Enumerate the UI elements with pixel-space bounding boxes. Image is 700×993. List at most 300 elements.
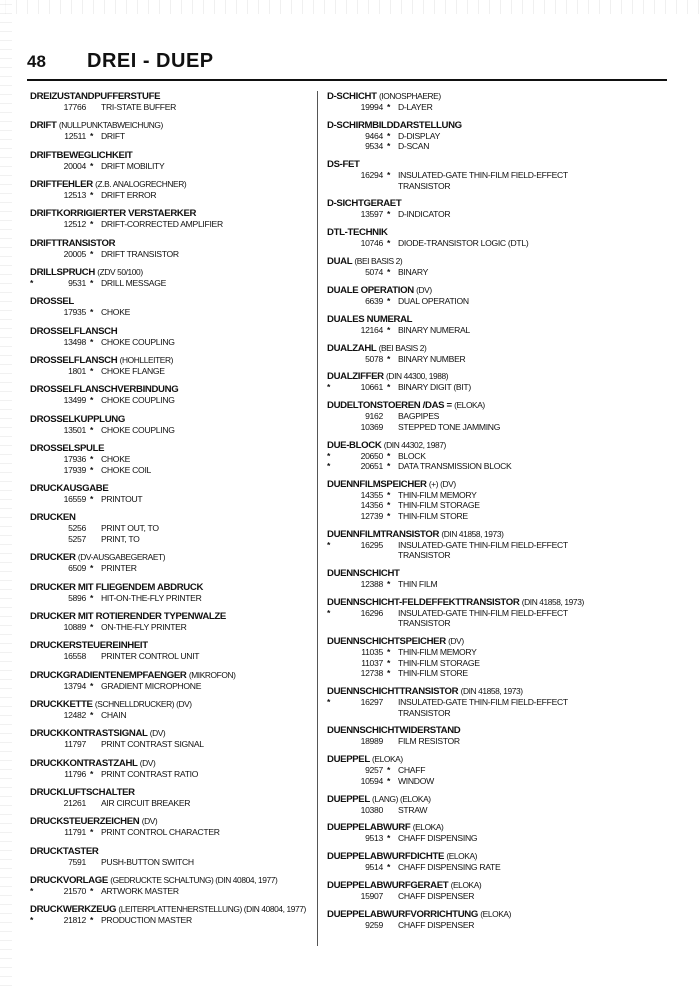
- lead-marker: *: [327, 450, 331, 461]
- translation-row: [327, 267, 627, 278]
- english-term: PRINT, TO: [101, 533, 140, 544]
- dictionary-entry: [30, 582, 313, 604]
- star-marker: *: [90, 827, 94, 838]
- english-term: PRINT OUT, TO: [101, 523, 159, 534]
- scan-noise-top: [0, 0, 700, 14]
- entry-headword: [30, 120, 313, 131]
- headword-text: DRUCKER MIT FLIEGENDEM ABDRUCK: [30, 581, 204, 593]
- translation-row: [30, 366, 313, 377]
- entry-number: 5256: [68, 523, 86, 534]
- english-term: CHAFF DISPENSER: [398, 891, 475, 902]
- dictionary-entry: [30, 355, 313, 377]
- dictionary-entry: [30, 384, 313, 406]
- entry-number: 11791: [64, 827, 86, 838]
- entry-number: 5074: [365, 267, 383, 278]
- english-term: GRADIENT MICROPHONE: [101, 680, 202, 691]
- dictionary-entry: [327, 851, 627, 873]
- translation-row: [30, 593, 313, 604]
- english-term: ARTWORK MASTER: [101, 885, 179, 896]
- dictionary-entry: [327, 725, 627, 747]
- entry-number: 16294: [360, 170, 383, 181]
- translation-row: [30, 161, 313, 172]
- entry-headword: [327, 400, 627, 411]
- english-term: THIN FILM: [398, 579, 438, 590]
- english-term: CHAIN: [101, 709, 127, 720]
- headword-qualifier: (DV-AUSGABEGERAET): [77, 552, 166, 563]
- entry-number: 5896: [68, 592, 86, 603]
- entry-number: 12512: [63, 219, 86, 230]
- column-divider: [317, 91, 318, 946]
- dictionary-entry: [30, 552, 313, 574]
- entry-number: 9514: [365, 862, 383, 873]
- entry-headword: [327, 636, 627, 647]
- entry-number: 14356: [360, 500, 383, 511]
- headword-qualifier: (DV): [448, 636, 464, 647]
- headword-qualifier: (LANG) (ELOKA): [372, 793, 431, 804]
- dictionary-entry: [327, 371, 627, 393]
- translation-row: [30, 278, 313, 289]
- english-term: CHAFF DISPENSING: [398, 833, 478, 844]
- star-marker: *: [387, 130, 391, 141]
- headword-qualifier: (ELOKA): [454, 400, 485, 411]
- dictionary-entry: [30, 238, 313, 260]
- entry-headword: [30, 91, 313, 102]
- headword-qualifier: (DV): [139, 757, 156, 768]
- star-marker: *: [387, 238, 391, 249]
- english-term: DRIFT-CORRECTED AMPLIFIER: [101, 219, 223, 230]
- entry-number: 7591: [68, 856, 86, 867]
- dictionary-entry: [327, 754, 627, 786]
- headword-text: DRIFTTRANSISTOR: [30, 237, 116, 249]
- english-term: PRINTER: [101, 563, 137, 574]
- entry-number: 16558: [63, 651, 86, 662]
- headword-text: DUENNSCHICHT: [327, 568, 400, 580]
- entry-number: 17935: [63, 307, 86, 318]
- english-term: DRIFT MOBILITY: [101, 160, 165, 171]
- entry-headword: [327, 479, 627, 490]
- translation-row: [327, 209, 627, 220]
- headword-text: DUE-BLOCK: [327, 439, 382, 451]
- dictionary-entry: [327, 285, 627, 307]
- headword-qualifier: (Z.B. ANALOGRECHNER): [95, 179, 187, 190]
- translation-row: [30, 651, 313, 662]
- star-marker: *: [90, 768, 94, 779]
- headword-qualifier: (NULLPUNKTABWEICHUNG): [58, 120, 163, 131]
- star-marker: *: [387, 170, 391, 181]
- headword-text: DUENNFILMSPEICHER: [327, 478, 427, 490]
- translation-row: [30, 857, 313, 868]
- translation-row: [30, 454, 313, 465]
- headword-qualifier: (HOHLLEITER): [119, 355, 174, 366]
- translation-row: [30, 523, 313, 534]
- entry-headword: [30, 483, 313, 494]
- star-marker: *: [387, 489, 391, 500]
- dictionary-entry: [30, 699, 313, 721]
- star-marker: *: [90, 131, 94, 142]
- english-term: PRINT CONTROL CHARACTER: [101, 827, 220, 838]
- entry-number: 9464: [365, 130, 383, 141]
- entry-headword: [30, 150, 313, 161]
- headword-text: DS-FET: [327, 159, 360, 171]
- headword-qualifier: (DIN 44302, 1987): [383, 439, 446, 450]
- english-term: DRILL MESSAGE: [101, 278, 167, 289]
- star-marker: *: [90, 424, 94, 435]
- english-term: CHAFF: [398, 765, 426, 776]
- dictionary-entry: [30, 758, 313, 780]
- headword-text: DRUCKKETTE: [30, 698, 93, 710]
- star-marker: *: [387, 579, 391, 590]
- translation-row: [30, 494, 313, 505]
- headword-text: DROSSELFLANSCHVERBINDUNG: [30, 384, 179, 396]
- headword-qualifier: (SCHNELLDRUCKER) (DV): [94, 698, 192, 709]
- english-term: D-DISPLAY: [398, 130, 441, 141]
- star-marker: *: [387, 267, 391, 278]
- headword-text: DUALZAHL: [327, 342, 377, 354]
- entry-headword: [30, 355, 313, 366]
- translation-row: [30, 425, 313, 436]
- lead-marker: *: [327, 461, 331, 472]
- star-marker: *: [387, 668, 391, 679]
- english-term: TRI-STATE BUFFER: [101, 102, 177, 112]
- entry-headword: [30, 384, 313, 395]
- entry-headword: [30, 326, 313, 337]
- dictionary-entry: [30, 875, 313, 897]
- headword-text: DUEPPELABWURFVORRICHTUNG: [327, 908, 478, 920]
- dictionary-entry: [327, 636, 627, 679]
- entry-headword: [30, 787, 313, 798]
- star-marker: *: [387, 382, 391, 393]
- star-marker: *: [387, 141, 391, 152]
- headword-text: DTL-TECHNIK: [327, 227, 388, 239]
- headword-text: DRUCKTASTER: [30, 845, 99, 857]
- english-term: D-SCAN: [398, 141, 430, 152]
- english-term: D-INDICATOR: [398, 209, 451, 220]
- entry-number: 20651: [360, 461, 383, 472]
- english-term: THIN-FILM STORE: [398, 510, 468, 521]
- headword-text: DRUCKEN: [30, 512, 76, 524]
- entry-number: 10746: [360, 238, 383, 249]
- entry-number: 16559: [63, 493, 86, 504]
- english-term: ON-THE-FLY PRINTER: [101, 621, 187, 632]
- entry-headword: [327, 725, 627, 736]
- english-term: PRINTOUT: [101, 493, 143, 504]
- translation-row: [327, 490, 627, 501]
- translation-row: [327, 697, 627, 718]
- english-term: DUAL OPERATION: [398, 295, 469, 306]
- headword-qualifier: (ELOKA): [372, 754, 403, 765]
- english-term: CHOKE COUPLING: [101, 395, 175, 406]
- entry-number: 1801: [68, 366, 86, 377]
- entry-headword: [327, 794, 627, 805]
- headword-qualifier: (DIN 41858, 1973): [460, 686, 523, 697]
- entry-headword: [327, 568, 627, 579]
- translation-row: [30, 622, 313, 633]
- entry-headword: [30, 552, 313, 563]
- right-column: [327, 91, 627, 930]
- english-term: BINARY DIGIT (BIT): [398, 382, 471, 393]
- english-term: BINARY NUMBER: [398, 353, 466, 364]
- dictionary-entry: [30, 904, 313, 926]
- translation-row: [30, 827, 313, 838]
- dictionary-entry: [327, 822, 627, 844]
- headword-qualifier: (DV): [141, 816, 158, 827]
- dictionary-entry: [30, 120, 313, 142]
- dictionary-entry: [327, 597, 627, 629]
- entry-number: 14355: [360, 489, 383, 500]
- english-term: CHOKE FLANGE: [101, 366, 165, 377]
- headword-qualifier: (ELOKA): [412, 822, 444, 833]
- entry-number: 9531: [68, 278, 86, 289]
- translation-row: [327, 765, 627, 776]
- headword-text: DUALE OPERATION: [327, 284, 414, 296]
- dictionary-entry: [30, 846, 313, 868]
- left-column: [30, 91, 313, 926]
- star-marker: *: [90, 366, 94, 377]
- headword-qualifier: (ELOKA): [450, 880, 482, 891]
- dictionary-entry: [327, 794, 627, 816]
- headword-text: DUEPPELABWURFDICHTE: [327, 851, 445, 863]
- entry-headword: [30, 512, 313, 523]
- headword-text: DRIFT: [30, 120, 57, 132]
- english-term: DRIFT TRANSISTOR: [101, 248, 179, 259]
- page-header: [27, 52, 667, 82]
- headword-text: D-SICHTGERAET: [327, 198, 402, 210]
- translation-row: [327, 736, 627, 747]
- lead-marker: *: [30, 915, 34, 926]
- star-marker: *: [90, 336, 94, 347]
- entry-number: 20650: [360, 450, 383, 461]
- english-term: BLOCK: [398, 450, 426, 461]
- dictionary-entry: [327, 120, 627, 152]
- translation-row: [327, 668, 627, 679]
- english-term: FILM RESISTOR: [398, 736, 460, 747]
- star-marker: *: [90, 709, 94, 720]
- entry-number: 11796: [64, 768, 86, 779]
- headword-text: DRUCKLUFTSCHALTER: [30, 786, 135, 798]
- entry-number: 6639: [365, 295, 383, 306]
- translation-row: [30, 249, 313, 260]
- headword-qualifier: (+) (DV): [428, 478, 456, 489]
- headword-text: DRIFTFEHLER: [30, 179, 93, 191]
- entry-number: 16296: [360, 607, 383, 618]
- english-term: PRINT CONTRAST SIGNAL: [101, 739, 204, 750]
- lead-marker: *: [327, 539, 331, 550]
- dictionary-entry: [327, 314, 627, 336]
- entry-headword: [30, 816, 313, 827]
- star-marker: *: [90, 160, 94, 171]
- headword-text: DRUCKKONTRASTZAHL: [30, 757, 138, 769]
- entry-number: 5257: [68, 533, 86, 544]
- english-term: STEPPED TONE JAMMING: [398, 421, 501, 432]
- entry-number: 10594: [360, 775, 383, 786]
- translation-row: [30, 769, 313, 780]
- dictionary-entry: [30, 611, 313, 633]
- dictionary-entry: [327, 343, 627, 365]
- entry-headword: [327, 120, 627, 131]
- star-marker: *: [387, 461, 391, 472]
- entry-number: 10369: [360, 421, 383, 432]
- headword-qualifier: (DV): [416, 284, 432, 295]
- headword-qualifier: (IONOSPHAERE): [378, 91, 441, 101]
- translation-row: [327, 500, 627, 511]
- star-marker: *: [387, 775, 391, 786]
- entry-headword: [30, 670, 313, 681]
- headword-text: DRUCKAUSGABE: [30, 482, 109, 494]
- star-marker: *: [90, 885, 94, 896]
- headword-text: DRIFTBEWEGLICHKEIT: [30, 149, 133, 161]
- headword-qualifier: (GEDRUCKTE SCHALTUNG) (DIN 40804, 1977): [110, 874, 278, 885]
- headword-text: DUENNSCHICHTSPEICHER: [327, 636, 446, 648]
- dictionary-entry: [327, 440, 627, 472]
- headword-text: DRUCKWERKZEUG: [30, 904, 117, 916]
- dictionary-entry: [327, 686, 627, 718]
- headword-text: DRILLSPRUCH: [30, 267, 95, 279]
- translation-row: [30, 219, 313, 230]
- star-marker: *: [90, 621, 94, 632]
- entry-number: 12738: [360, 668, 383, 679]
- entry-headword: [30, 699, 313, 710]
- entry-headword: [327, 686, 627, 697]
- headword-text: DUEPPEL: [327, 754, 370, 766]
- star-marker: *: [90, 248, 94, 259]
- entry-number: 13499: [63, 395, 86, 406]
- dictionary-entry: [30, 670, 313, 692]
- lead-marker: *: [327, 382, 331, 393]
- english-term: AIR CIRCUIT BREAKER: [101, 797, 191, 808]
- entry-headword: [327, 371, 627, 382]
- entry-number: 15907: [360, 891, 383, 902]
- page-number: 48: [27, 52, 46, 71]
- entry-headword: [327, 440, 627, 451]
- translation-row: [327, 411, 627, 422]
- entry-headword: [30, 582, 313, 593]
- translation-row: [327, 540, 627, 561]
- english-term: BINARY: [398, 267, 429, 278]
- entry-headword: [30, 238, 313, 249]
- entry-headword: [327, 227, 627, 238]
- star-marker: *: [387, 862, 391, 873]
- dictionary-entry: [327, 159, 627, 191]
- headword-qualifier: (ZDV 50/100): [97, 267, 143, 278]
- star-marker: *: [387, 765, 391, 776]
- entry-number: 10380: [360, 804, 383, 815]
- headword-text: DRUCKER MIT ROTIERENDER TYPENWALZE: [30, 610, 226, 622]
- translation-row: [30, 534, 313, 545]
- entry-number: 13597: [360, 209, 383, 220]
- entry-number: 12513: [63, 190, 86, 201]
- entry-headword: [30, 296, 313, 307]
- dictionary-entry: [30, 150, 313, 172]
- entry-number: 21261: [63, 797, 86, 808]
- headword-text: DROSSEL: [30, 296, 74, 308]
- english-term: CHOKE COUPLING: [101, 336, 175, 347]
- headword-qualifier: (BEI BASIS 2): [354, 256, 403, 267]
- entry-number: 9162: [365, 411, 383, 422]
- star-marker: *: [387, 209, 391, 220]
- entry-number: 11037: [361, 657, 383, 668]
- entry-number: 12739: [360, 510, 383, 521]
- headword-text: DUEPPELABWURFGERAET: [327, 880, 449, 892]
- star-marker: *: [90, 395, 94, 406]
- translation-row: [30, 307, 313, 318]
- entry-number: 17766: [63, 102, 86, 112]
- translation-row: [327, 776, 627, 787]
- star-marker: *: [90, 219, 94, 230]
- entry-number: 20005: [63, 248, 86, 259]
- english-term: THIN-FILM STORAGE: [398, 500, 480, 511]
- lead-marker: *: [327, 607, 331, 618]
- english-term: DATA TRANSMISSION BLOCK: [398, 461, 512, 472]
- dictionary-entry: [30, 267, 313, 289]
- entry-headword: [30, 179, 313, 190]
- english-term: WINDOW: [398, 775, 434, 786]
- entry-headword: [30, 640, 313, 651]
- entry-headword: [30, 414, 313, 425]
- star-marker: *: [387, 102, 391, 112]
- entry-number: 21812: [63, 915, 86, 926]
- headword-text: DROSSELFLANSCH: [30, 355, 118, 367]
- headword-qualifier: (DIN 41858, 1973): [441, 528, 504, 539]
- star-marker: *: [90, 680, 94, 691]
- english-term: BINARY NUMERAL: [398, 324, 470, 335]
- dictionary-entry: [30, 640, 313, 662]
- entry-number: 11797: [64, 739, 86, 750]
- lead-marker: *: [30, 885, 34, 896]
- english-term: HIT-ON-THE-FLY PRINTER: [101, 592, 202, 603]
- entry-number: 20004: [63, 160, 86, 171]
- dictionary-entry: [327, 909, 627, 931]
- entry-number: 9513: [365, 833, 383, 844]
- entry-headword: [327, 529, 627, 540]
- scan-noise-left: [0, 0, 12, 993]
- star-marker: *: [387, 353, 391, 364]
- headword-qualifier: (ELOKA): [446, 851, 478, 862]
- translation-row: [327, 325, 627, 336]
- english-term: INSULATED-GATE THIN-FILM FIELD-EFFECT TRANSISTOR: [398, 539, 568, 561]
- translation-row: [327, 608, 627, 629]
- entry-number: 17939: [63, 464, 86, 475]
- entry-number: 12164: [360, 324, 383, 335]
- headword-text: DRUCKER: [30, 552, 76, 564]
- headword-qualifier: (MIKROFON): [188, 669, 236, 680]
- translation-row: [30, 563, 313, 574]
- star-marker: *: [387, 450, 391, 461]
- dictionary-entry: [30, 728, 313, 750]
- headword-text: DRUCKVORLAGE: [30, 874, 108, 886]
- dictionary-entry: [30, 512, 313, 544]
- english-term: DRIFT ERROR: [101, 190, 157, 201]
- headword-qualifier: (DIN 44300, 1988): [386, 371, 449, 382]
- headword-text: DUALZIFFER: [327, 371, 384, 383]
- translation-row: [30, 395, 313, 406]
- entry-number: 21570: [63, 885, 86, 896]
- headword-qualifier: (BEI BASIS 2): [378, 342, 427, 353]
- entry-number: 17936: [63, 454, 86, 465]
- star-marker: *: [90, 464, 94, 475]
- translation-row: [327, 461, 627, 472]
- entry-number: 9534: [365, 141, 383, 152]
- translation-row: [327, 422, 627, 433]
- translation-row: [30, 798, 313, 809]
- translation-row: [327, 354, 627, 365]
- dictionary-entry: [327, 479, 627, 522]
- translation-row: [327, 141, 627, 152]
- entry-headword: [30, 758, 313, 769]
- english-term: CHAFF DISPENSING RATE: [398, 862, 501, 873]
- star-marker: *: [387, 647, 391, 658]
- english-term: D-LAYER: [398, 102, 433, 112]
- translation-row: [327, 296, 627, 307]
